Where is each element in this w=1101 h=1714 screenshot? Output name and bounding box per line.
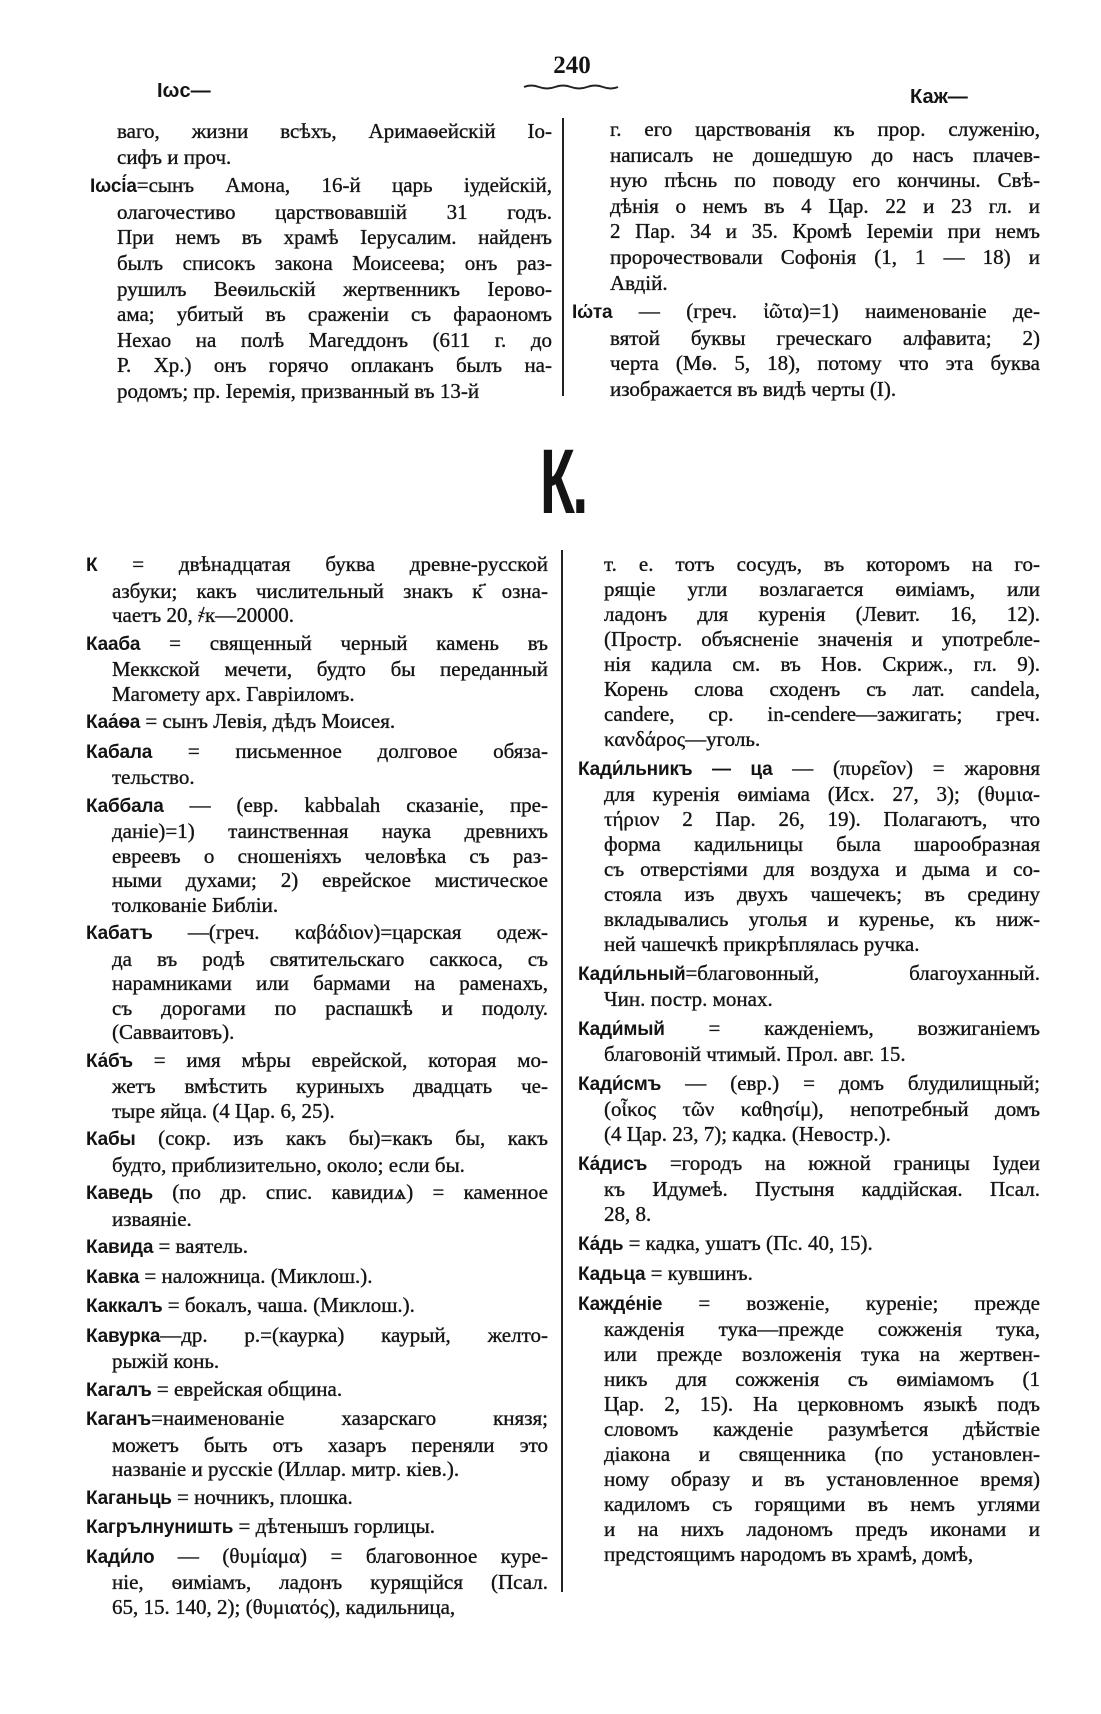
text-line bbox=[112, 819, 548, 844]
definition-text: (Простр. объясненіе значенія и употребле- bbox=[604, 627, 1040, 651]
text-line bbox=[610, 271, 1040, 297]
text-line bbox=[604, 1442, 1040, 1467]
headword: Кагрълнуништь bbox=[86, 1517, 234, 1538]
definition-text: ней чашечкѣ прикрѣплялась ручка. bbox=[604, 932, 920, 956]
definition-text: Авдій. bbox=[610, 270, 668, 295]
text-line bbox=[112, 1074, 548, 1099]
text-line bbox=[86, 631, 548, 658]
definition-text: съ дорогами по распашкѣ и подолу. bbox=[112, 995, 548, 1020]
headword: Кааба bbox=[86, 633, 141, 655]
text-line bbox=[112, 657, 548, 682]
text-line bbox=[604, 907, 1040, 932]
text-line bbox=[86, 1377, 548, 1404]
text-line bbox=[604, 677, 1040, 702]
definition-text: да въ родѣ святительскаго саккоса, съ bbox=[112, 946, 548, 971]
definition-text: (по др. спис. кавидиѧ) = каменное bbox=[152, 1180, 548, 1204]
dictionary-entry bbox=[86, 920, 548, 1045]
dictionary-entry bbox=[86, 1234, 548, 1261]
section-letter-heading: К. bbox=[540, 431, 586, 533]
definition-text: вятой буквы греческаго алфавита; 2) bbox=[610, 325, 1040, 350]
definition-text: къ Идумеѣ. Пустыня каддійская. Псал. bbox=[604, 1177, 1040, 1201]
text-line bbox=[578, 1291, 1040, 1317]
headword: Каббала bbox=[86, 795, 164, 817]
column-bottom-right bbox=[578, 552, 1040, 1567]
headword: Іώта bbox=[572, 302, 613, 324]
definition-text: нія кадила см. въ Нов. Скриж., гл. 9). bbox=[604, 652, 1040, 676]
headword: Каведь bbox=[86, 1183, 153, 1204]
definition-text: (οἶκος τῶν καθησίμ), непотребный домъ bbox=[604, 1097, 1040, 1121]
definition-text: азбуки; какъ числительный знакъ к҃ озна- bbox=[112, 578, 548, 603]
column-divider bbox=[562, 118, 564, 396]
text-line bbox=[112, 1595, 548, 1620]
definition-text: изображается въ видѣ черты (I). bbox=[610, 376, 897, 401]
text-line bbox=[117, 119, 552, 145]
definition-text: родомъ; пр. Іеремія, призванный въ 13-й bbox=[117, 378, 480, 403]
text-line bbox=[610, 168, 1040, 194]
dictionary-entry bbox=[86, 1293, 548, 1320]
headword: Кавурка bbox=[86, 1325, 161, 1347]
definition-text: діакона и священника (по установлен- bbox=[604, 1442, 1040, 1466]
text-line bbox=[90, 173, 552, 200]
text-line bbox=[112, 682, 548, 707]
text-line bbox=[86, 1264, 548, 1291]
definition-text: вкладывались уголья и куренье, къ ниж- bbox=[604, 907, 1040, 931]
definition-text: candere, ср. in-cendere—зажигать; греч. bbox=[604, 702, 1040, 726]
definition-text: г. его царствованія къ прор. служенію, bbox=[610, 117, 1040, 141]
definition-text: =наименованіе хазарскаго князя; bbox=[151, 1406, 548, 1430]
text-line bbox=[578, 1261, 1040, 1287]
definition-text: ваго, жизни всѣхъ, Аримаѳейскій Іо- bbox=[117, 119, 552, 143]
text-line bbox=[578, 756, 1040, 782]
definition-text: = ваятель. bbox=[153, 1234, 248, 1258]
text-line bbox=[604, 882, 1040, 907]
definition-text: дѣнія о немъ въ 4 Цар. 22 и 23 гл. и bbox=[610, 193, 1040, 218]
text-line bbox=[86, 1544, 548, 1571]
definition-text: =благовонный, благоуханный. bbox=[685, 961, 1040, 985]
text-line bbox=[117, 200, 552, 226]
definition-text: κανδάρος—уголь. bbox=[604, 727, 761, 751]
text-line bbox=[112, 579, 548, 604]
text-line bbox=[610, 117, 1040, 143]
text-line bbox=[604, 782, 1040, 807]
text-line bbox=[578, 961, 1040, 987]
text-line bbox=[610, 377, 1040, 403]
text-line bbox=[86, 1406, 548, 1433]
text-line bbox=[112, 971, 548, 996]
text-line bbox=[117, 225, 552, 251]
text-line bbox=[604, 1417, 1040, 1442]
text-line bbox=[86, 1234, 548, 1261]
definition-text: =сынъ Амона, 16-й царь іудейскій, bbox=[136, 173, 552, 198]
definition-text: рыжій конь. bbox=[112, 1349, 220, 1373]
headword: Кади́смъ bbox=[578, 1074, 662, 1095]
definition-text: = двѣнадцатая буква древне-русской bbox=[97, 552, 548, 576]
text-line bbox=[117, 302, 552, 328]
dictionary-entry bbox=[86, 1544, 548, 1620]
dictionary-entry bbox=[86, 552, 548, 628]
text-line bbox=[610, 351, 1040, 377]
headword: Кади́льный bbox=[578, 964, 686, 985]
definition-text: будто, приблизительно, около; если бы. bbox=[112, 1152, 465, 1177]
dictionary-entry bbox=[86, 1485, 548, 1512]
definition-text: Корень слова сходенъ съ лат. candela, bbox=[604, 677, 1040, 701]
dictionary-entry bbox=[578, 1071, 1040, 1147]
definition-text: = дѣтенышъ горлицы. bbox=[233, 1514, 435, 1538]
text-line bbox=[86, 793, 548, 820]
headword: Каганьць bbox=[86, 1487, 172, 1509]
definition-text: = кадка, ушатъ (Пс. 40, 15). bbox=[623, 1231, 873, 1255]
text-line bbox=[604, 832, 1040, 857]
text-line bbox=[610, 326, 1040, 352]
dictionary-entry bbox=[578, 961, 1040, 1012]
headword: Кади́ло bbox=[86, 1546, 155, 1568]
definition-text: Чин. постр. монах. bbox=[604, 987, 773, 1011]
dictionary-entry bbox=[578, 1291, 1040, 1567]
definition-text: былъ списокъ закона Моисеева; онъ раз- bbox=[117, 250, 552, 275]
text-line bbox=[578, 1016, 1040, 1042]
dictionary-entry bbox=[86, 1377, 548, 1404]
definition-text: жетъ вмѣстить куриныхъ двадцать че- bbox=[112, 1074, 548, 1098]
definition-text: изваяніе. bbox=[112, 1206, 192, 1231]
definition-text: ными духами; 2) еврейское мистическое bbox=[112, 868, 548, 892]
text-line bbox=[86, 1485, 548, 1512]
text-line bbox=[604, 1542, 1040, 1567]
text-line bbox=[112, 893, 548, 918]
text-line bbox=[112, 1153, 548, 1178]
headword: Кавка bbox=[86, 1266, 140, 1288]
definition-text: кадиломъ съ горящими въ немъ углями bbox=[604, 1492, 1040, 1516]
dictionary-entry bbox=[578, 1016, 1040, 1067]
text-line bbox=[112, 947, 548, 972]
dictionary-entry bbox=[86, 1514, 548, 1541]
text-line bbox=[112, 765, 548, 790]
running-head-right: Каж— bbox=[910, 86, 968, 108]
definition-text: ную пѣснь по поводу его кончины. Свѣ- bbox=[610, 168, 1040, 193]
definition-text: При немъ въ храмѣ Іерусалим. найденъ bbox=[117, 225, 552, 250]
headword: К bbox=[86, 555, 98, 576]
definition-text: рушилъ Веѳильскій жертвенникъ Іерово- bbox=[117, 276, 552, 301]
headword: Кажде́ніе bbox=[578, 1294, 663, 1315]
dictionary-entry bbox=[86, 739, 548, 790]
definition-text: олагочестиво царствовавшій 31 годъ. bbox=[117, 199, 552, 224]
text-line bbox=[604, 652, 1040, 677]
dictionary-entry bbox=[90, 173, 552, 404]
text-line bbox=[604, 1467, 1040, 1492]
definition-text: (Савваитовъ). bbox=[112, 1020, 235, 1044]
definition-text: = кажденіемъ, возжиганіемъ bbox=[664, 1016, 1040, 1040]
definition-text: = ночникъ, плошка. bbox=[171, 1484, 353, 1509]
text-line bbox=[604, 1392, 1040, 1417]
definition-text: = имя мѣры еврейской, которая мо- bbox=[132, 1047, 548, 1072]
definition-text: 28, 8. bbox=[604, 1202, 652, 1226]
headword: Кабы bbox=[86, 1129, 136, 1150]
text-line bbox=[604, 857, 1040, 882]
definition-text: съ отверстіями для воздуха и дыма и со- bbox=[604, 857, 1040, 881]
definition-text: кажденія тука—прежде сожженія тука, bbox=[604, 1317, 1040, 1341]
definition-text: Магомету арх. Гавріиломъ. bbox=[112, 681, 355, 706]
definition-text: Меккской мечети, будто бы переданный bbox=[112, 657, 548, 681]
text-line bbox=[604, 577, 1040, 602]
entry-continuation bbox=[572, 117, 1040, 296]
text-line bbox=[604, 552, 1040, 577]
text-line bbox=[578, 1071, 1040, 1097]
running-head-left: Іωс— bbox=[157, 80, 211, 102]
text-line bbox=[604, 627, 1040, 652]
definition-text: — (евр. kabbalah сказаніе, пре- bbox=[163, 792, 548, 817]
definition-text: ама; убитый въ сраженіи съ фараономъ bbox=[117, 302, 552, 327]
definition-text: написалъ не дошедшую до насъ плачев- bbox=[610, 142, 1040, 167]
definition-text: пророчествовали Софонія (1, 1 — 18) и bbox=[610, 244, 1040, 269]
definition-text: τήριον 2 Пар. 26, 19). Полагаютъ, что bbox=[604, 807, 1040, 831]
definition-text: 65, 15. 140, 2); (θυμιατός), кадильница, bbox=[112, 1594, 456, 1619]
entry-continuation bbox=[578, 552, 1040, 752]
definition-text: (сокр. изъ какъ бы)=какъ бы, какъ bbox=[135, 1126, 548, 1150]
text-line bbox=[604, 1202, 1040, 1227]
text-line bbox=[572, 299, 1040, 326]
definition-text: словомъ кажденіе разумѣется дѣйствіе bbox=[604, 1417, 1040, 1441]
headword: Ка́дисъ bbox=[578, 1154, 648, 1175]
definition-text: Цар. 2, 15). На церковномъ языкѣ подъ bbox=[604, 1392, 1040, 1416]
text-line bbox=[86, 1293, 548, 1320]
headword: Кавида bbox=[86, 1237, 154, 1258]
definition-text: (4 Цар. 23, 7); кадка. (Невостр.). bbox=[604, 1122, 891, 1146]
definition-text: = наложница. (Миклош.). bbox=[139, 1263, 373, 1288]
text-line bbox=[112, 1020, 548, 1045]
text-line bbox=[86, 739, 548, 766]
text-line bbox=[578, 1151, 1040, 1177]
definition-text: =городъ на южной границы Іудеи bbox=[647, 1151, 1040, 1175]
headword: Іωсі́а bbox=[90, 176, 137, 198]
definition-text: рящіе угли возлагается ѳиміамъ, или bbox=[604, 577, 1040, 601]
text-line bbox=[604, 1367, 1040, 1392]
definition-text: даніе)=1) таинственная наука древнихъ bbox=[112, 819, 548, 843]
definition-text: сифъ и проч. bbox=[117, 144, 232, 169]
definition-text: чаетъ 20, ҂к—20000. bbox=[112, 603, 294, 627]
text-line bbox=[604, 1177, 1040, 1202]
text-line bbox=[610, 143, 1040, 169]
definition-text: тыре яйца. (4 Цар. 6, 25). bbox=[112, 1098, 335, 1123]
text-line bbox=[117, 379, 552, 405]
text-line bbox=[117, 145, 552, 171]
text-line bbox=[604, 987, 1040, 1012]
text-line bbox=[604, 727, 1040, 752]
definition-text: = возженіе, куреніе; прежде bbox=[662, 1291, 1040, 1315]
text-line bbox=[86, 552, 548, 579]
text-line bbox=[112, 1207, 548, 1232]
column-top-left bbox=[90, 119, 552, 405]
text-line bbox=[86, 1126, 548, 1153]
headword: Кагалъ bbox=[86, 1379, 152, 1401]
text-line bbox=[604, 1042, 1040, 1067]
text-line bbox=[112, 868, 548, 893]
page-number-rule bbox=[523, 82, 619, 92]
definition-text: форма кадильницы была шарообразная bbox=[604, 832, 1040, 856]
text-line bbox=[112, 1349, 548, 1374]
dictionary-entry bbox=[578, 1231, 1040, 1257]
definition-text: толкованіе Библіи. bbox=[112, 892, 279, 917]
text-line bbox=[117, 353, 552, 379]
dictionary-entry bbox=[86, 1180, 548, 1231]
definition-text: тельство. bbox=[112, 765, 195, 789]
definition-text: = кувшинъ. bbox=[645, 1261, 753, 1285]
text-line bbox=[112, 1433, 548, 1458]
definition-text: черта (Мѳ. 5, 18), потому что эта буква bbox=[610, 351, 1040, 376]
text-line bbox=[117, 277, 552, 303]
text-line bbox=[112, 1570, 548, 1595]
definition-text: —др. р.=(каурка) каурый, желто- bbox=[160, 1322, 548, 1347]
text-line bbox=[117, 251, 552, 277]
definition-text: названіе и русскіе (Иллар. митр. кіев.). bbox=[112, 1457, 460, 1481]
definition-text: благовоній чтимый. Прол. авг. 15. bbox=[604, 1042, 906, 1066]
definition-text: = сынъ Левія, дѣдъ Моисея. bbox=[140, 709, 396, 733]
text-line bbox=[578, 1231, 1040, 1257]
text-line bbox=[604, 807, 1040, 832]
definition-text: — (евр.) = домъ блудилищный; bbox=[661, 1071, 1040, 1095]
text-line bbox=[112, 1099, 548, 1124]
column-bottom-left bbox=[86, 552, 548, 1619]
headword: Кадьца bbox=[578, 1264, 646, 1285]
definition-text: ніе, ѳиміамъ, ладонъ курящійся (Псал. bbox=[112, 1570, 548, 1594]
definition-text: Нехао на полѣ Магеддонъ (611 г. до bbox=[117, 327, 552, 352]
text-line bbox=[86, 1514, 548, 1541]
definition-text: евреевъ о сношеніяхъ человѣка съ раз- bbox=[112, 843, 548, 868]
text-line bbox=[86, 1048, 548, 1075]
text-line bbox=[610, 245, 1040, 271]
text-line bbox=[604, 602, 1040, 627]
definition-text: т. е. тотъ сосудъ, въ которомъ на го- bbox=[604, 552, 1040, 576]
text-line bbox=[86, 709, 548, 736]
headword: Кабатъ bbox=[86, 923, 153, 944]
text-line bbox=[610, 219, 1040, 245]
dictionary-entry bbox=[86, 1406, 548, 1482]
dictionary-entry bbox=[86, 1264, 548, 1291]
definition-text: = бокалъ, чаша. (Миклош.). bbox=[162, 1293, 415, 1317]
entry-continuation bbox=[90, 119, 552, 170]
definition-text: — (θυμίαμα) = благовонное куре- bbox=[154, 1543, 548, 1568]
headword: Кади́льникъ — ца bbox=[578, 759, 773, 780]
text-line bbox=[117, 328, 552, 354]
dictionary-entry bbox=[86, 631, 548, 707]
definition-text: = письменное долговое обяза- bbox=[152, 738, 548, 763]
text-line bbox=[604, 932, 1040, 957]
headword: Кабала bbox=[86, 741, 153, 763]
definition-text: — (πυρεῖον) = жаровня bbox=[772, 756, 1040, 780]
headword: Каккалъ bbox=[86, 1296, 163, 1317]
definition-text: или прежде возложенія тука на жертвен- bbox=[604, 1342, 1040, 1366]
text-line bbox=[604, 1317, 1040, 1342]
definition-text: ладонъ для куренія (Левит. 16, 12). bbox=[604, 602, 1040, 626]
text-line bbox=[604, 1492, 1040, 1517]
definition-text: предстоящимъ народомъ въ храмѣ, домѣ, bbox=[604, 1542, 974, 1566]
definition-text: Р. Хр.) онъ горячо оплаканъ былъ на- bbox=[117, 353, 552, 378]
dictionary-entry bbox=[578, 756, 1040, 957]
dictionary-entry bbox=[86, 793, 548, 918]
definition-text: ному образу и въ установленное время) bbox=[604, 1467, 1040, 1491]
definition-text: 2 Пар. 34 и 35. Кромѣ Іереміи при немъ bbox=[610, 219, 1040, 244]
text-line bbox=[86, 1180, 548, 1207]
text-line bbox=[112, 1457, 548, 1482]
headword: Ка́дь bbox=[578, 1234, 624, 1255]
headword: Каа́ѳа bbox=[86, 712, 141, 733]
definition-text: нарамниками или бармами на раменахъ, bbox=[112, 971, 548, 995]
text-line bbox=[604, 702, 1040, 727]
text-line bbox=[112, 996, 548, 1021]
dictionary-entry bbox=[86, 1048, 548, 1124]
dictionary-entry bbox=[578, 1261, 1040, 1287]
dictionary-entry bbox=[578, 1151, 1040, 1227]
definition-text: = священный черный камень въ bbox=[140, 630, 548, 655]
column-divider bbox=[561, 550, 563, 1592]
text-line bbox=[604, 1097, 1040, 1122]
definition-text: для куренія ѳиміама (Исх. 27, 3); (θυμια- bbox=[604, 782, 1040, 806]
definition-text: —(греч. καβάδιον)=царская одеж- bbox=[152, 920, 548, 944]
headword: Кади́мый bbox=[578, 1019, 665, 1040]
definition-text: — (греч. ἰῶτα)=1) наименованіе де- bbox=[612, 299, 1040, 324]
definition-text: и на нихъ ладономъ предъ иконами и bbox=[604, 1517, 1040, 1541]
text-line bbox=[86, 920, 548, 947]
definition-text: стояла изъ двухъ чашечекъ; въ средину bbox=[604, 882, 1040, 906]
dictionary-entry bbox=[86, 1323, 548, 1374]
headword: Ка́бъ bbox=[86, 1050, 133, 1072]
dictionary-entry bbox=[86, 709, 548, 736]
definition-text: никъ для сожженія съ ѳиміамомъ (1 bbox=[604, 1367, 1040, 1391]
page-number: 240 bbox=[553, 52, 591, 79]
text-line bbox=[112, 844, 548, 869]
dictionary-entry bbox=[572, 299, 1040, 402]
headword: Каганъ bbox=[86, 1409, 152, 1430]
text-line bbox=[604, 1517, 1040, 1542]
definition-text: = еврейская община. bbox=[151, 1376, 343, 1401]
text-line bbox=[604, 1122, 1040, 1147]
text-line bbox=[610, 194, 1040, 220]
text-line bbox=[112, 603, 548, 628]
definition-text: можетъ быть отъ хазаръ переняли это bbox=[112, 1432, 548, 1457]
dictionary-entry bbox=[86, 1126, 548, 1177]
text-line bbox=[604, 1342, 1040, 1367]
column-top-right bbox=[572, 117, 1040, 403]
text-line bbox=[86, 1323, 548, 1350]
